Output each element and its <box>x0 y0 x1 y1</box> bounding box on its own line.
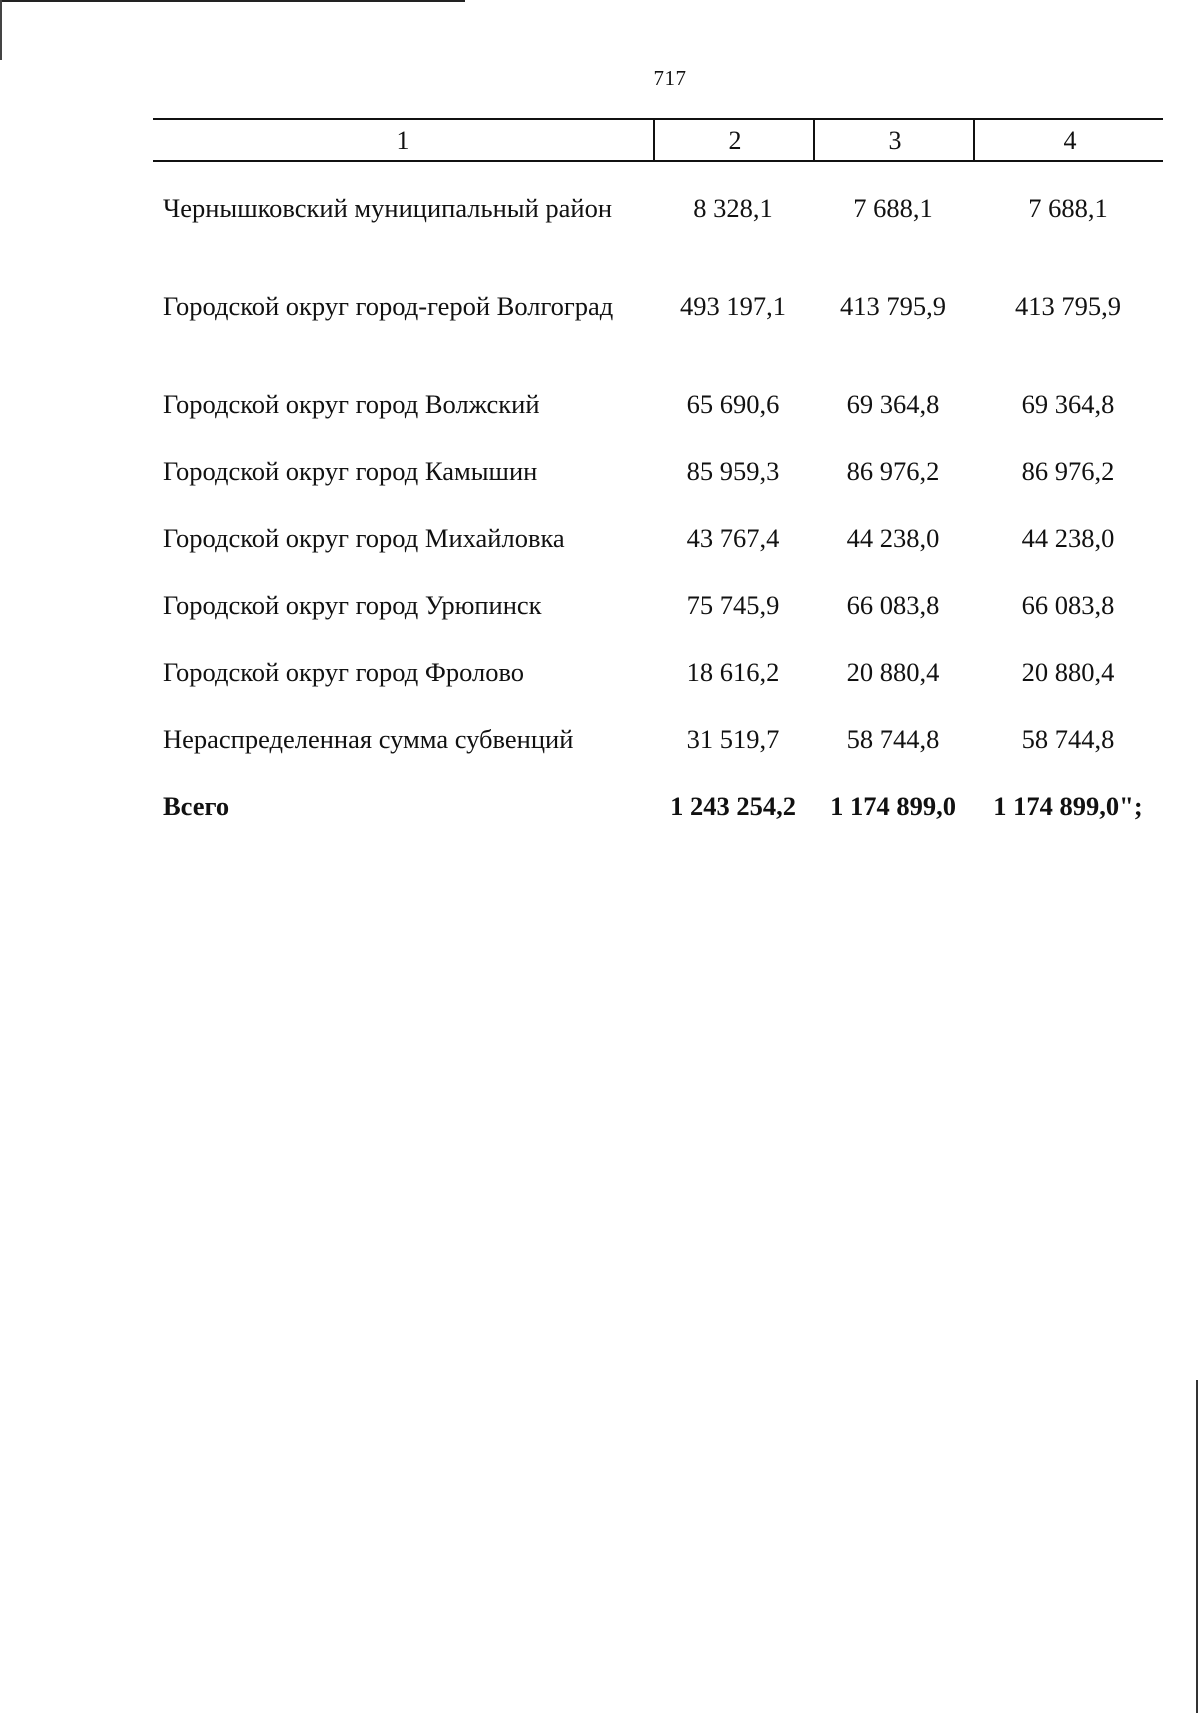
total-value-col2: 1 243 254,2 <box>670 791 796 821</box>
table-row <box>153 290 1163 388</box>
row-value-col2: 85 959,3 <box>686 456 780 486</box>
row-value-col3: 44 238,0 <box>846 523 940 553</box>
row-value-col3: 7 688,1 <box>853 193 933 223</box>
row-name: Городской округ город-герой Волгоград <box>163 291 614 321</box>
scan-border-top <box>0 0 465 2</box>
row-name: Городской округ город Урюпинск <box>163 590 542 620</box>
table-row <box>153 522 1163 589</box>
row-name: Нераспределенная сумма субвенций <box>163 724 574 754</box>
table-row <box>153 589 1163 656</box>
row-name: Городской округ город Камышин <box>163 456 538 486</box>
row-value-col4: 44 238,0 <box>1021 523 1115 553</box>
scan-border-left <box>0 0 2 60</box>
row-value-col3: 69 364,8 <box>846 389 940 419</box>
row-value-col2: 43 767,4 <box>686 523 780 553</box>
row-value-col3: 66 083,8 <box>846 590 940 620</box>
row-value-col4: 413 795,9 <box>1015 291 1121 321</box>
row-value-col4: 58 744,8 <box>1021 724 1115 754</box>
row-value-col2: 65 690,6 <box>686 389 780 419</box>
row-value-col3: 58 744,8 <box>846 724 940 754</box>
row-value-col4: 7 688,1 <box>1028 193 1108 223</box>
table-header-row <box>153 118 1163 162</box>
row-value-col2: 18 616,2 <box>686 657 780 687</box>
row-value-col2: 31 519,7 <box>686 724 780 754</box>
row-value-col3: 86 976,2 <box>846 456 940 486</box>
row-value-col4: 66 083,8 <box>1021 590 1115 620</box>
total-value-col3: 1 174 899,0 <box>830 791 956 821</box>
row-value-col3: 20 880,4 <box>846 657 940 687</box>
table-total-row <box>153 790 1163 857</box>
row-name: Городской округ город Волжский <box>163 389 540 419</box>
table-row <box>153 388 1163 455</box>
row-name: Городской округ город Фролово <box>163 657 525 687</box>
table-row <box>153 455 1163 522</box>
table-row <box>153 192 1163 290</box>
column-header-2: 2 <box>653 120 815 160</box>
column-header-1: 1 <box>396 126 410 155</box>
row-value-col4: 20 880,4 <box>1021 657 1115 687</box>
row-value-col3: 413 795,9 <box>840 291 946 321</box>
table-row <box>153 723 1163 790</box>
row-value-col2: 8 328,1 <box>693 193 773 223</box>
row-name: Городской округ город Михайловка <box>163 523 565 553</box>
total-label: Всего <box>163 791 230 821</box>
budget-table <box>153 118 1163 857</box>
row-value-col2: 75 745,9 <box>686 590 780 620</box>
total-value-col4: 1 174 899,0"; <box>993 791 1143 821</box>
row-value-col2: 493 197,1 <box>680 291 786 321</box>
row-value-col4: 86 976,2 <box>1021 456 1115 486</box>
row-value-col4: 69 364,8 <box>1021 389 1115 419</box>
table-body <box>153 192 1163 857</box>
scan-border-right <box>1196 1380 1198 1713</box>
row-name: Чернышковский муниципальный район <box>163 193 613 223</box>
column-header-3: 3 <box>813 120 975 160</box>
table-row <box>153 656 1163 723</box>
page-number: 717 <box>653 66 687 90</box>
column-header-4: 4 <box>973 120 1165 160</box>
